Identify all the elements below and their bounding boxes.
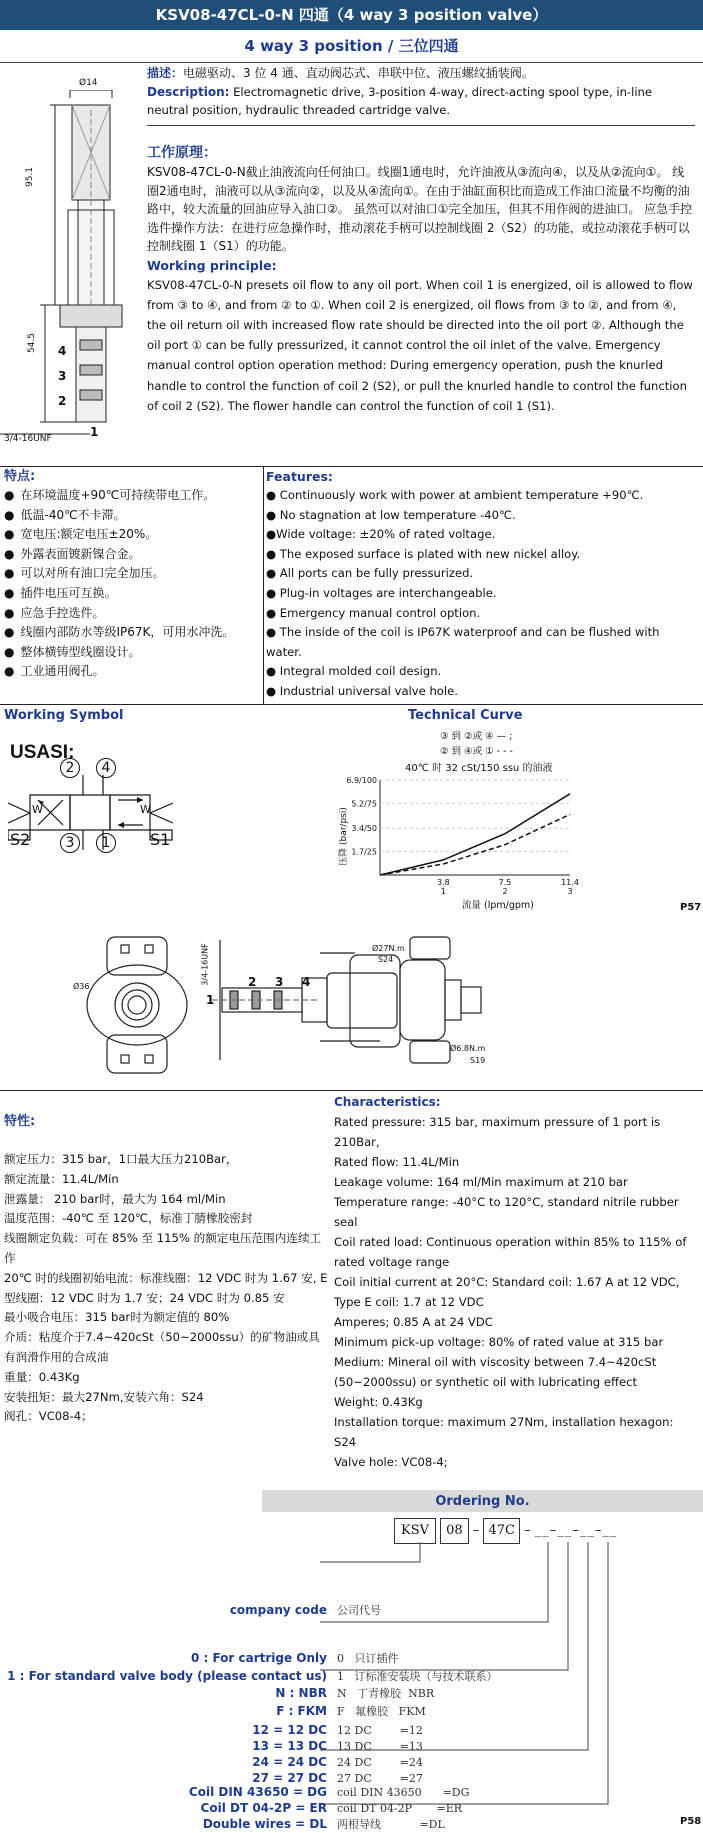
ordering-option-cn: coil DT 04-2P =ER — [337, 1802, 463, 1815]
ordering-option-cn: 公司代号 — [337, 1604, 381, 1617]
description-en-text: Electromagnetic drive, 3-position 4-way, direct-acting spool type, in-line neutral position, hydraulic threaded cartridge valve. — [147, 84, 653, 117]
spec-en-line: Weight: 0.43Kg — [334, 1395, 423, 1409]
ordering-title: Ordering No. — [435, 1494, 530, 1509]
spec-en-line: Valve hole: VC08-4; — [334, 1455, 448, 1469]
feature-cn-text: 宽电压:额定电压±20%。 — [20, 527, 158, 542]
ordering-title-bar — [262, 1490, 703, 1512]
spec-cn-line: 额定压力：315 bar，1口最大压力210Bar， — [4, 1152, 238, 1166]
spec-cn-line: 温度范围：-40℃ 至 120℃，标准丁腈橡胶密封 — [4, 1211, 253, 1226]
feature-en-item: ● The inside of the coil is IP67K waterproof and can be flushed with water. — [266, 625, 660, 659]
side-port-4: 4 — [302, 975, 311, 989]
ordering-option-en: F : FKM — [276, 1704, 327, 1718]
feature-cn-text: 外露表面镀新镍合金。 — [20, 546, 141, 561]
feature-en-item: ● No stagnation at low temperature -40℃. — [266, 507, 516, 522]
dim-torque-6-8: Ø6.8N.m — [450, 1044, 486, 1053]
feature-cn-item — [4, 506, 260, 526]
principle-en-title: Working principle: — [147, 257, 277, 273]
curve-title: Technical Curve — [408, 708, 523, 723]
description-block — [147, 64, 695, 120]
feature-en-item: ● All ports can be fully pressurized. — [266, 566, 474, 581]
feature-cn-text: 低温-40℃不卡滞。 — [20, 507, 126, 522]
ordering-option-cn: 27 DC =27 — [337, 1772, 423, 1785]
title-bar — [0, 0, 703, 30]
feature-cn-item — [4, 486, 260, 506]
y-tick-label: 3.4/50 — [351, 824, 377, 834]
curve-ylabel: 压降 (bar/psi) — [338, 807, 349, 866]
spec-en-line: Minimum pick-up voltage: 80% of rated value at 315 bar — [334, 1335, 664, 1349]
symbol-s2: S2 — [10, 830, 31, 849]
ordering-option-en: Coil DT 04-2P = ER — [200, 1801, 327, 1815]
feature-cn-item — [4, 643, 260, 663]
ordering-option-cn: 0 只订插件 — [337, 1652, 399, 1665]
dim-s24: S24 — [378, 955, 394, 964]
symbol-port-2: 2 — [60, 758, 80, 778]
principle-cn-text: KSV08-47CL-0-N截止油液流向任何油口。线圈1通电时，允许油液从③流向④，以及从②流向①。 线圈2通电时，油液可以从③流向②，以及从④流向①。在由于油缸面积比而造成工作油口流量不均衡的油路中，较大流量的回油应导入油口②。 虽然可以对油口①完全加压，但其不用作阀的进油口。 应急手控选件操作方法：在进行应急操作时，推动滚花手柄可以控制线圈 2（S2）的功能，或拉动滚花手柄可以控制线圈 1（S1）的功能。 — [147, 165, 693, 253]
ordering-option-en: 1 : For standard valve body (please contact us) — [7, 1669, 327, 1683]
ordering-option-en: 12 = 12 DC — [252, 1723, 327, 1737]
port-label-2: 2 — [58, 394, 67, 408]
bullet: ● — [4, 664, 15, 679]
ordering-option-en: N : NBR — [275, 1686, 327, 1700]
spec-en-line: Rated flow: 11.4L/Min — [334, 1155, 460, 1169]
feature-cn-text: 插件电压可互换。 — [20, 585, 117, 600]
spec-en-line: Rated pressure: 315 bar, maximum pressure of 1 port is 210Bar, — [334, 1115, 661, 1149]
ordering-option-cn: 1 订标准安装块（与技术联系） — [337, 1670, 498, 1683]
x-tick-label-gpm: 2 — [502, 887, 508, 896]
ordering-option-cn: coil DIN 43650 =DG — [337, 1786, 470, 1799]
code-dash-2: – — [524, 1523, 531, 1538]
spec-en — [334, 1092, 698, 1472]
feature-cn-text: 应急手控选件。 — [20, 605, 105, 620]
usasi-brand: USASI: — [10, 742, 75, 763]
principle-block — [147, 143, 695, 416]
spec-cn-line: 泄露量： 210 bar时，最大为 164 ml/Min — [4, 1191, 226, 1206]
symbol-port-4: 4 — [96, 758, 116, 778]
bullet: ● — [4, 488, 15, 502]
symbol-title: Working Symbol — [4, 708, 124, 723]
ordering-option-en: Double wires = DL — [202, 1817, 327, 1831]
feature-en-item: ● The exposed surface is plated with new nickel alloy. — [266, 546, 581, 561]
curve-legend-2: ② 到 ④或 ① - - - — [440, 746, 513, 757]
y-tick-label: 5.2/75 — [351, 799, 377, 809]
side-port-2: 2 — [248, 975, 257, 989]
x-tick-label-gpm: 3 — [567, 887, 573, 896]
ordering-option-en: 0 : For cartrige Only — [190, 1651, 327, 1665]
features-en-title: Features: — [266, 469, 333, 484]
bullet: ● — [4, 566, 15, 581]
ordering-option-cn: 13 DC =13 — [337, 1740, 423, 1753]
feature-cn-item — [4, 584, 260, 604]
bullet: ● — [4, 527, 15, 542]
spec-en-line: Leakage volume: 164 ml/Min maximum at 210 bar — [334, 1175, 628, 1189]
ordering-option-cn: F 氟橡胶 FKM — [337, 1705, 426, 1718]
code-ksv: KSV — [394, 1518, 436, 1544]
order-code — [394, 1518, 617, 1542]
spec-en-line: Coil rated load: Continuous operation within 85% to 115% of rated voltage range — [334, 1235, 687, 1269]
feature-cn-text: 整体横铸型线圈设计。 — [20, 644, 141, 659]
dim-dia: Ø14 — [79, 78, 98, 88]
feature-en-item: ● Industrial universal valve hole. — [266, 683, 458, 698]
feature-cn-text: 可以对所有油口完全加压。 — [20, 566, 165, 581]
ordering-option-en: 27 = 27 DC — [252, 1771, 327, 1785]
x-tick-label: 11.4 — [561, 878, 579, 887]
description-cn-label: 描述： — [147, 66, 184, 80]
code-blank-slots: __–__–__–__ — [534, 1523, 618, 1538]
symbol-s1: S1 — [150, 830, 171, 849]
page-title: KSV08-47CL-0-N 四通（4 way 3 position valve） — [155, 6, 548, 24]
curve-legend-1: ③ 到 ②或 ④ — ; — [440, 731, 513, 742]
subtitle: 4 way 3 position / 三位四通 — [244, 37, 459, 55]
dim-length-95: 95.1 — [25, 166, 36, 188]
technical-curve-chart — [340, 770, 580, 900]
feature-cn-text: 线圈内部防水等级IP67K，可用水冲洗。 — [20, 625, 235, 640]
spec-cn — [4, 1112, 329, 1427]
spec-cn-line: 20℃ 时的线圈初始电流：标准线圈：12 VDC 时为 1.67 安, E 型线圈：12 VDC 时为 1.7 安；24 VDC 时为 0.85 安 — [4, 1270, 328, 1305]
thread-label: 3/4-16UNF — [4, 434, 52, 444]
spec-cn-title: 特性: — [4, 1114, 36, 1129]
page-label-57: P57 — [680, 902, 702, 913]
spec-cn-lines — [4, 1150, 329, 1427]
feature-en-item: ● Integral molded coil design. — [266, 664, 442, 679]
feature-cn-item — [4, 525, 260, 545]
principle-en-text: KSV08-47CL-0-N presets oil flow to any oil port. When coil 1 is energized, oil is allowed to flow from ③ to ④, and from ② to ①. When coil 2 is energized, oil flows from ③ to ②, and from ④, the oil return oil with increased flow rate should be directed into the oil port ②. Although the oil port ① can be fully pressurized, it cannot control the oil inlet of the valve. Emergency manual control option operation method: During emergency operation, push the knurled handle to control the function of coil 2 (S2), or pull the knurled handle to control the function of coil 2 (S2). The flower handle can control the function of coil 1 (S1). — [147, 277, 693, 413]
ordering-option-cn: 两根导线 =DL — [337, 1818, 445, 1831]
features-en-list — [266, 486, 696, 702]
symbol-spring-right: W — [140, 803, 151, 816]
feature-en-item: ●Wide voltage: ±20% of rated voltage. — [266, 527, 496, 542]
dim-d36: Ø36 — [73, 982, 90, 991]
code-08: 08 — [440, 1518, 469, 1544]
bullet: ● — [4, 644, 15, 659]
x-tick-label: 7.5 — [498, 878, 512, 887]
port-label-4: 4 — [58, 344, 67, 358]
spec-en-line: Installation torque: maximum 27Nm, installation hexagon: S24 — [334, 1415, 674, 1449]
bullet: ● — [4, 507, 15, 522]
series-line-2 — [380, 814, 570, 875]
features-en — [266, 468, 696, 702]
page-label-58: P58 — [680, 1816, 702, 1827]
feature-cn-item — [4, 662, 260, 682]
spec-en-line: Temperature range: -40°C to 120°C, standard nitrile rubber seal — [334, 1195, 679, 1229]
ordering-option-en: company code — [229, 1603, 327, 1617]
spec-cn-line: 额定流量：11.4L/Min — [4, 1171, 119, 1186]
features-cn — [4, 468, 260, 682]
x-tick-label: 3.8 — [436, 878, 450, 887]
valve-section-drawing — [0, 90, 145, 450]
ordering-option-cn: 24 DC =24 — [337, 1756, 423, 1769]
port-label-3: 3 — [58, 369, 67, 383]
symbol-port-3: 3 — [60, 833, 80, 853]
spec-cn-line: 线圈额定负载：可在 85% 至 115% 的额定电压范围内连续工作 — [4, 1231, 322, 1265]
x-tick-label-gpm: 1 — [440, 887, 446, 896]
feature-cn-item — [4, 545, 260, 565]
spec-en-line: Amperes; 0.85 A at 24 VDC — [334, 1315, 493, 1329]
side-port-3: 3 — [275, 975, 284, 989]
spec-en-title: Characteristics: — [334, 1095, 441, 1109]
code-dash-1: – — [472, 1523, 480, 1538]
symbol-port-1: 1 — [96, 833, 116, 853]
spec-cn-line: 阀孔：VC08-4； — [4, 1409, 93, 1424]
feature-en-item: ● Emergency manual control option. — [266, 605, 481, 620]
dim-length-54: 54.5 — [27, 332, 38, 354]
dim-torque-27: Ø27N.m — [372, 944, 405, 953]
bullet: ● — [4, 546, 15, 561]
feature-en-item: ● Plug-in voltages are interchangeable. — [266, 585, 497, 600]
valve-side-view — [200, 935, 540, 1070]
feature-cn-item — [4, 564, 260, 584]
curve-condition: 40℃ 时 32 cSt/150 ssu 的油液 — [405, 763, 553, 774]
coil-front-view — [85, 935, 195, 1075]
symbol-spring-left: W — [32, 803, 43, 816]
ordering-option-cn: 12 DC =12 — [337, 1724, 423, 1737]
spec-en-line: Medium: Mineral oil with viscosity between 7.4~420cSt (50~2000ssu) or synthetic oil with lubricating effect — [334, 1355, 657, 1389]
principle-cn-title: 工作原理： — [147, 145, 217, 161]
spec-en-line: Coil initial current at 20°C: Standard coil: 1.67 A at 12 VDC, Type E coil: 1.7 at 12 VDC — [334, 1275, 680, 1309]
bullet: ● — [4, 605, 15, 620]
feature-cn-text: 在环境温度+90℃可持续带电工作。 — [20, 488, 216, 502]
y-tick-label: 6.9/100 — [346, 776, 377, 785]
ordering-option-en: Coil DIN 43650 = DG — [188, 1785, 327, 1799]
side-port-1: 1 — [206, 993, 215, 1007]
ordering-option-en: 24 = 24 DC — [252, 1755, 327, 1769]
dim-thread-vertical: 3/4-16UNF — [200, 943, 210, 986]
ordering-option-cn: N 丁青橡胶 NBR — [337, 1687, 435, 1700]
spec-cn-line: 安装扭矩：最大27Nm,安装六角：S24 — [4, 1389, 204, 1404]
description-cn-text: 电磁驱动、3 位 4 通、直动阀芯式、串联中位、液压螺纹插装阀。 — [183, 66, 534, 80]
bullet: ● — [4, 585, 15, 600]
dim-s19: S19 — [470, 1056, 486, 1065]
curve-xlabel: 流量 (lpm/gpm) — [462, 900, 534, 911]
features-cn-title: 特点: — [4, 469, 36, 484]
features-cn-list — [4, 486, 260, 682]
feature-cn-text: 工业通用阀孔。 — [20, 664, 105, 679]
description-en-label: Description: — [147, 84, 230, 99]
feature-cn-item — [4, 604, 260, 624]
spec-cn-line: 重量：0.43Kg — [4, 1369, 80, 1384]
spec-en-lines — [334, 1112, 698, 1472]
feature-cn-item — [4, 623, 260, 643]
bullet: ● — [4, 625, 15, 640]
series-line-1 — [380, 794, 570, 875]
port-label-1: 1 — [90, 425, 99, 439]
y-tick-label: 1.7/25 — [351, 847, 377, 857]
spec-cn-line: 最小吸合电压：315 bar时为额定值的 80% — [4, 1310, 230, 1325]
spec-cn-line: 介质：粘度介于7.4~420cSt（50~2000ssu）的矿物油或具有润滑作用的合成油 — [4, 1330, 320, 1364]
ordering-option-en: 13 = 13 DC — [252, 1739, 327, 1753]
feature-en-item: ● Continuously work with power at ambient temperature +90℃. — [266, 488, 644, 502]
code-47c: 47C — [483, 1518, 520, 1544]
